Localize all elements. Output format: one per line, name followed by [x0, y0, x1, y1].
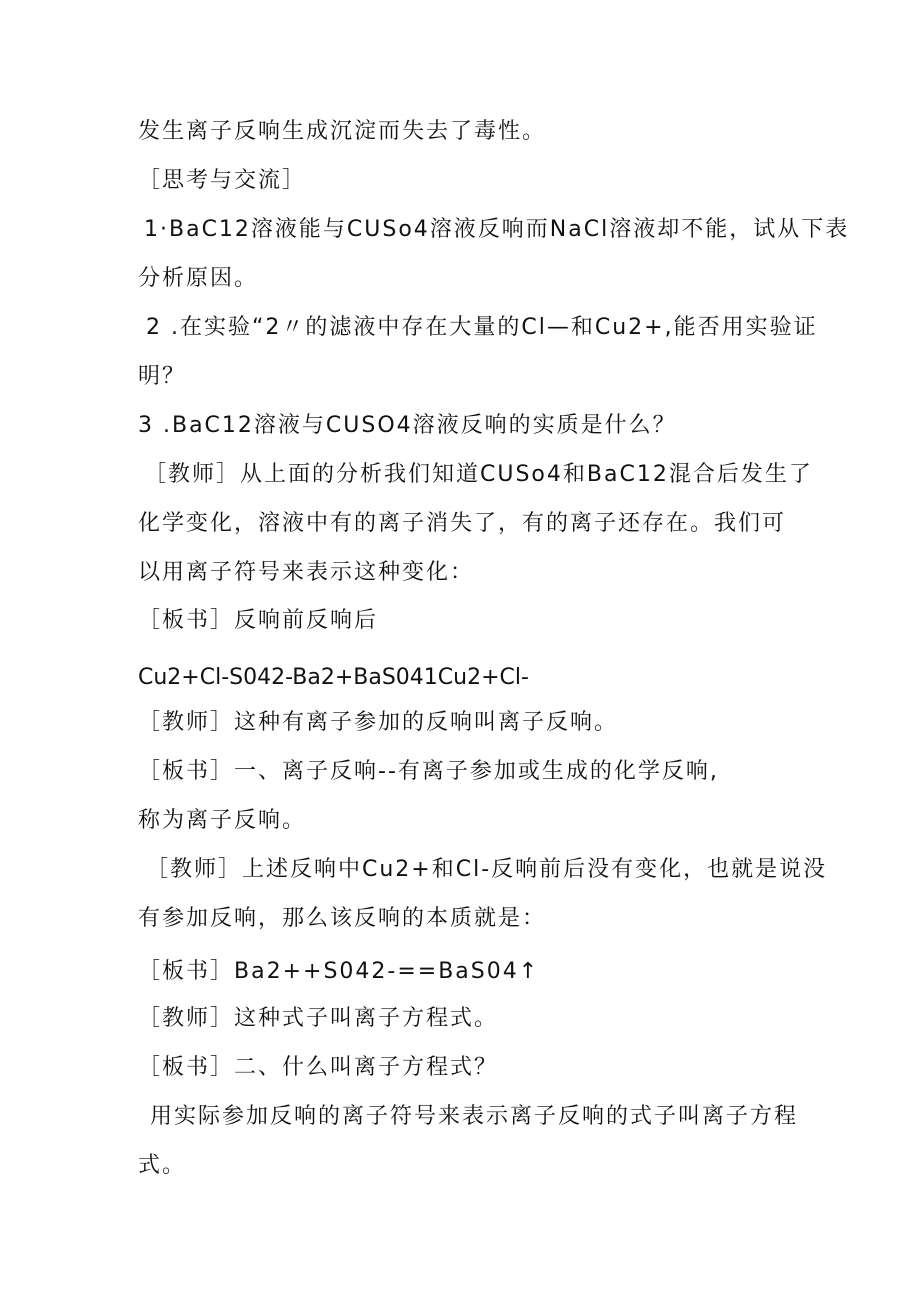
text-line-5: 2 .在实验“2〃的滤液中存在大量的Cl—和Cu2+,能否用实验证: [146, 315, 818, 340]
text-line-11: ［板书］反响前反响后: [138, 608, 379, 633]
text-line-9: 化学变化，溶液中有的离子消失了，有的离子还存在。我们可: [138, 511, 787, 536]
text-line-1: 发生离子反响生成沉淀而失去了毒性。: [138, 119, 547, 144]
text-line-10: 以用离子符号来表示这种变化：: [138, 560, 475, 585]
text-line-2: ［思考与交流］: [138, 168, 307, 193]
text-line-3: 1·BaC12溶液能与CUSo4溶液反响而NaCl溶液却不能，试从下表: [144, 217, 850, 242]
text-line-4: 分析原因。: [138, 266, 259, 291]
text-line-12: Cu2+Cl-S042-Ba2+BaS041Cu2+Cl-: [138, 665, 529, 690]
text-line-6: 明？: [138, 364, 187, 389]
text-line-13: ［教师］这种有离子参加的反响叫离子反响。: [138, 710, 619, 735]
text-line-14: ［板书］一、离子反响--有离子参加或生成的化学反响,: [138, 759, 719, 784]
text-line-7: 3 .BaC12溶液与CUSO4溶液反响的实质是什么？: [138, 413, 677, 438]
text-line-8: ［教师］从上面的分析我们知道CUSo4和BaC12混合后发生了: [144, 462, 813, 487]
text-line-18: ［板书］Ba2++S042-==BaS04↑: [138, 959, 540, 984]
text-line-15: 称为离子反响。: [138, 808, 307, 833]
text-line-20: ［板书］二、什么叫离子方程式？: [138, 1055, 499, 1080]
text-line-16: ［教师］上述反响中Cu2+和Cl-反响前后没有变化，也就是说没: [146, 857, 828, 882]
text-line-17: 有参加反响，那么该反响的本质就是：: [138, 906, 547, 931]
text-line-21: 用实际参加反响的离子符号来表示离子反响的式子叫离子方程: [150, 1104, 799, 1129]
text-line-19: ［教师］这种式子叫离子方程式。: [138, 1006, 499, 1031]
text-line-22: 式。: [138, 1153, 187, 1178]
